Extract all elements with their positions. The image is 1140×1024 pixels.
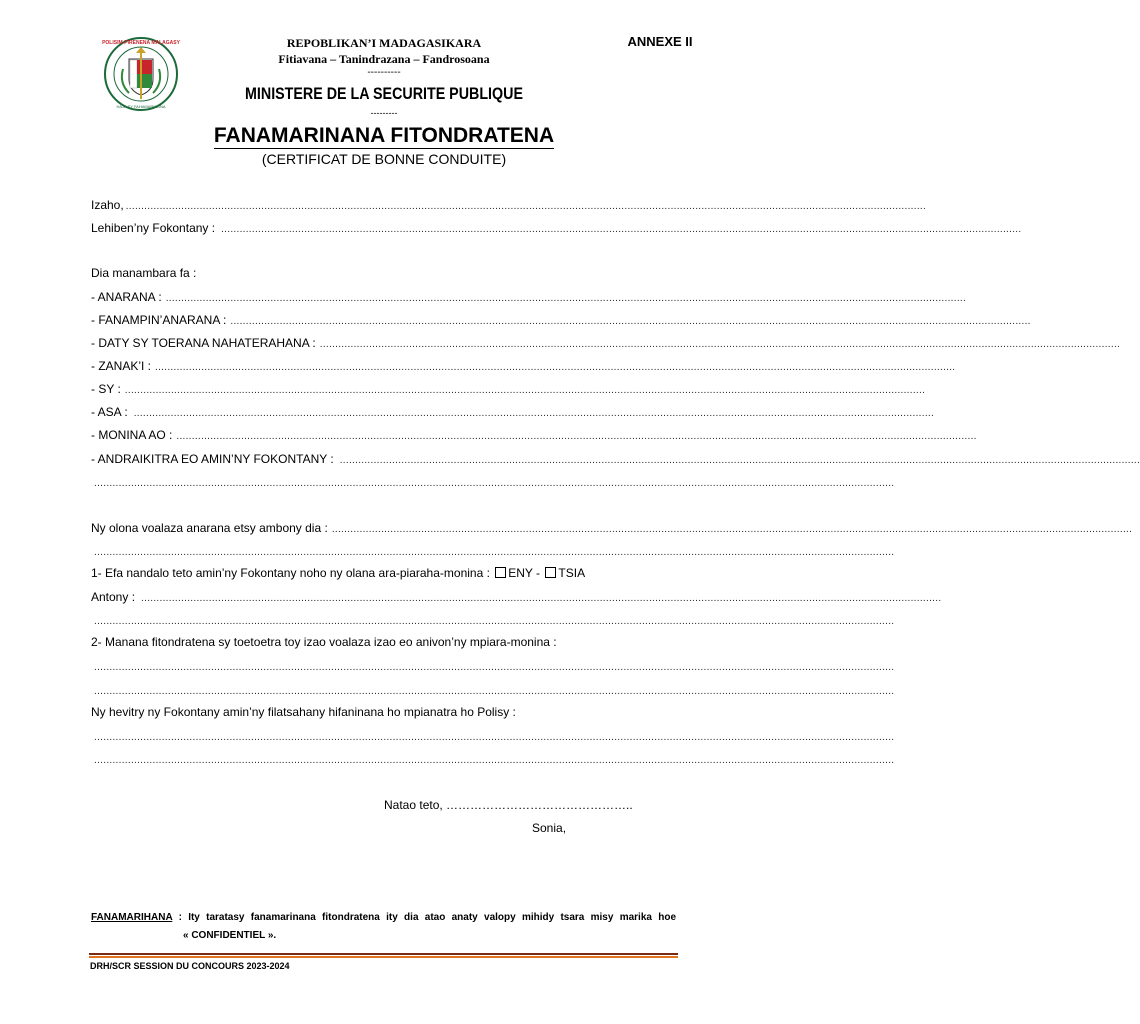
svg-text:HAJA SY FAHAMARINANA: HAJA SY FAHAMARINANA <box>116 104 166 109</box>
field-antony-continued[interactable]: .................................................................................................................................................................................................................................................................... <box>94 616 895 627</box>
field-monina-ao[interactable]: - MONINA AO : .................................................................................................................................................................................................................................................................... <box>91 428 977 442</box>
checkbox-eny[interactable] <box>495 567 506 578</box>
field-lehiben-fokontany[interactable]: Lehiben’ny Fokontany : .................................................................................................................................................................................................................................................................... <box>91 221 1022 235</box>
field-fanampinanarana[interactable]: - FANAMPIN’ANARANA : .................................................................................................................................................................................................................................................................... <box>91 313 1031 327</box>
field-anarana[interactable]: - ANARANA : .................................................................................................................................................................................................................................................................... <box>91 290 967 304</box>
footer-divider <box>89 953 678 955</box>
country-name: REPOBLIKAN’I MADAGASIKARA <box>286 36 482 50</box>
field-andraikitra[interactable]: - ANDRAIKITRA EO AMIN’NY FOKONTANY : .................................................................................................................................................................................................................................................................... <box>91 452 1140 466</box>
separator: ---------- <box>367 67 401 78</box>
field-olona[interactable]: Ny olona voalaza anarana etsy ambony dia : .................................................................................................................................................................................................................................................................... <box>91 521 1133 535</box>
question-1: 1- Efa nandalo teto amin’ny Fokontany noho ny olana ara-piaraha-monina : ENY - TSIA <box>91 566 586 580</box>
field-olona-continued[interactable]: .................................................................................................................................................................................................................................................................... <box>94 547 895 558</box>
document-subtitle: (CERTIFICAT DE BONNE CONDUITE) <box>261 151 507 167</box>
place-date-line[interactable]: Natao teto, ……………………………………….. <box>384 798 633 812</box>
ministry-name: MINISTERE DE LA SECURITE PUBLIQUE <box>245 84 523 103</box>
remark-text-continued: « CONFIDENTIEL ». <box>183 930 277 941</box>
remark-text: Ity taratasy fanamarinana fitondratena ity dia atao anaty valopy mihidy tsara misy marika hoe <box>188 912 677 923</box>
remark: FANAMARIHANA : Ity taratasy fanamarinana fitondratena ity dia atao anaty valopy mihidy tsara misy marika hoe <box>91 912 677 923</box>
fokontany-opinion-label: Ny hevitry ny Fokontany amin’ny filatsahany hifaninana ho mpianatra ho Polisy : <box>91 705 516 719</box>
footer-text: DRH/SCR SESSION DU CONCOURS 2023-2024 <box>90 961 290 971</box>
separator: --------- <box>370 108 398 118</box>
field-fitondratena-2[interactable]: .................................................................................................................................................................................................................................................................... <box>94 686 895 697</box>
declaration-intro: Dia manambara fa : <box>91 266 197 280</box>
signature-label: Sonia, <box>532 821 567 835</box>
field-daty-toerana[interactable]: - DATY SY TOERANA NAHATERAHANA : .................................................................................................................................................................................................................................................................... <box>91 336 1121 350</box>
field-antony[interactable]: Antony : .................................................................................................................................................................................................................................................................... <box>91 590 942 604</box>
document-title: FANAMARINANA FITONDRATENA <box>213 124 555 147</box>
field-sy[interactable]: - SY : .................................................................................................................................................................................................................................................................... <box>91 382 926 396</box>
field-hevitra-2[interactable]: .................................................................................................................................................................................................................................................................... <box>94 755 895 766</box>
field-zanaki[interactable]: - ZANAK’I : .................................................................................................................................................................................................................................................................... <box>91 359 956 373</box>
remark-label: FANAMARIHANA <box>91 912 173 923</box>
police-emblem-icon <box>103 35 179 113</box>
checkbox-tsia[interactable] <box>545 567 556 578</box>
field-andraikitra-continued[interactable]: .................................................................................................................................................................................................................................................................... <box>94 478 895 489</box>
field-izaho[interactable]: Izaho, .................................................................................................................................................................................................................................................................... <box>91 198 927 212</box>
motto: Fitiavana – Tanindrazana – Fandrosoana <box>278 52 490 66</box>
field-fitondratena-1[interactable]: .................................................................................................................................................................................................................................................................... <box>94 662 895 673</box>
field-asa[interactable]: - ASA : .................................................................................................................................................................................................................................................................... <box>91 405 935 419</box>
footer-divider-accent <box>89 956 678 958</box>
police-emblem-logo <box>103 35 179 113</box>
annex-label: ANNEXE II <box>627 34 693 49</box>
question-2: 2- Manana fitondratena sy toetoetra toy izao voalaza izao eo anivon’ny mpiara-monina : <box>91 635 557 649</box>
svg-text:POLISIM-PIRENENA MALAGASY: POLISIM-PIRENENA MALAGASY <box>102 40 180 46</box>
field-hevitra-1[interactable]: .................................................................................................................................................................................................................................................................... <box>94 732 895 743</box>
